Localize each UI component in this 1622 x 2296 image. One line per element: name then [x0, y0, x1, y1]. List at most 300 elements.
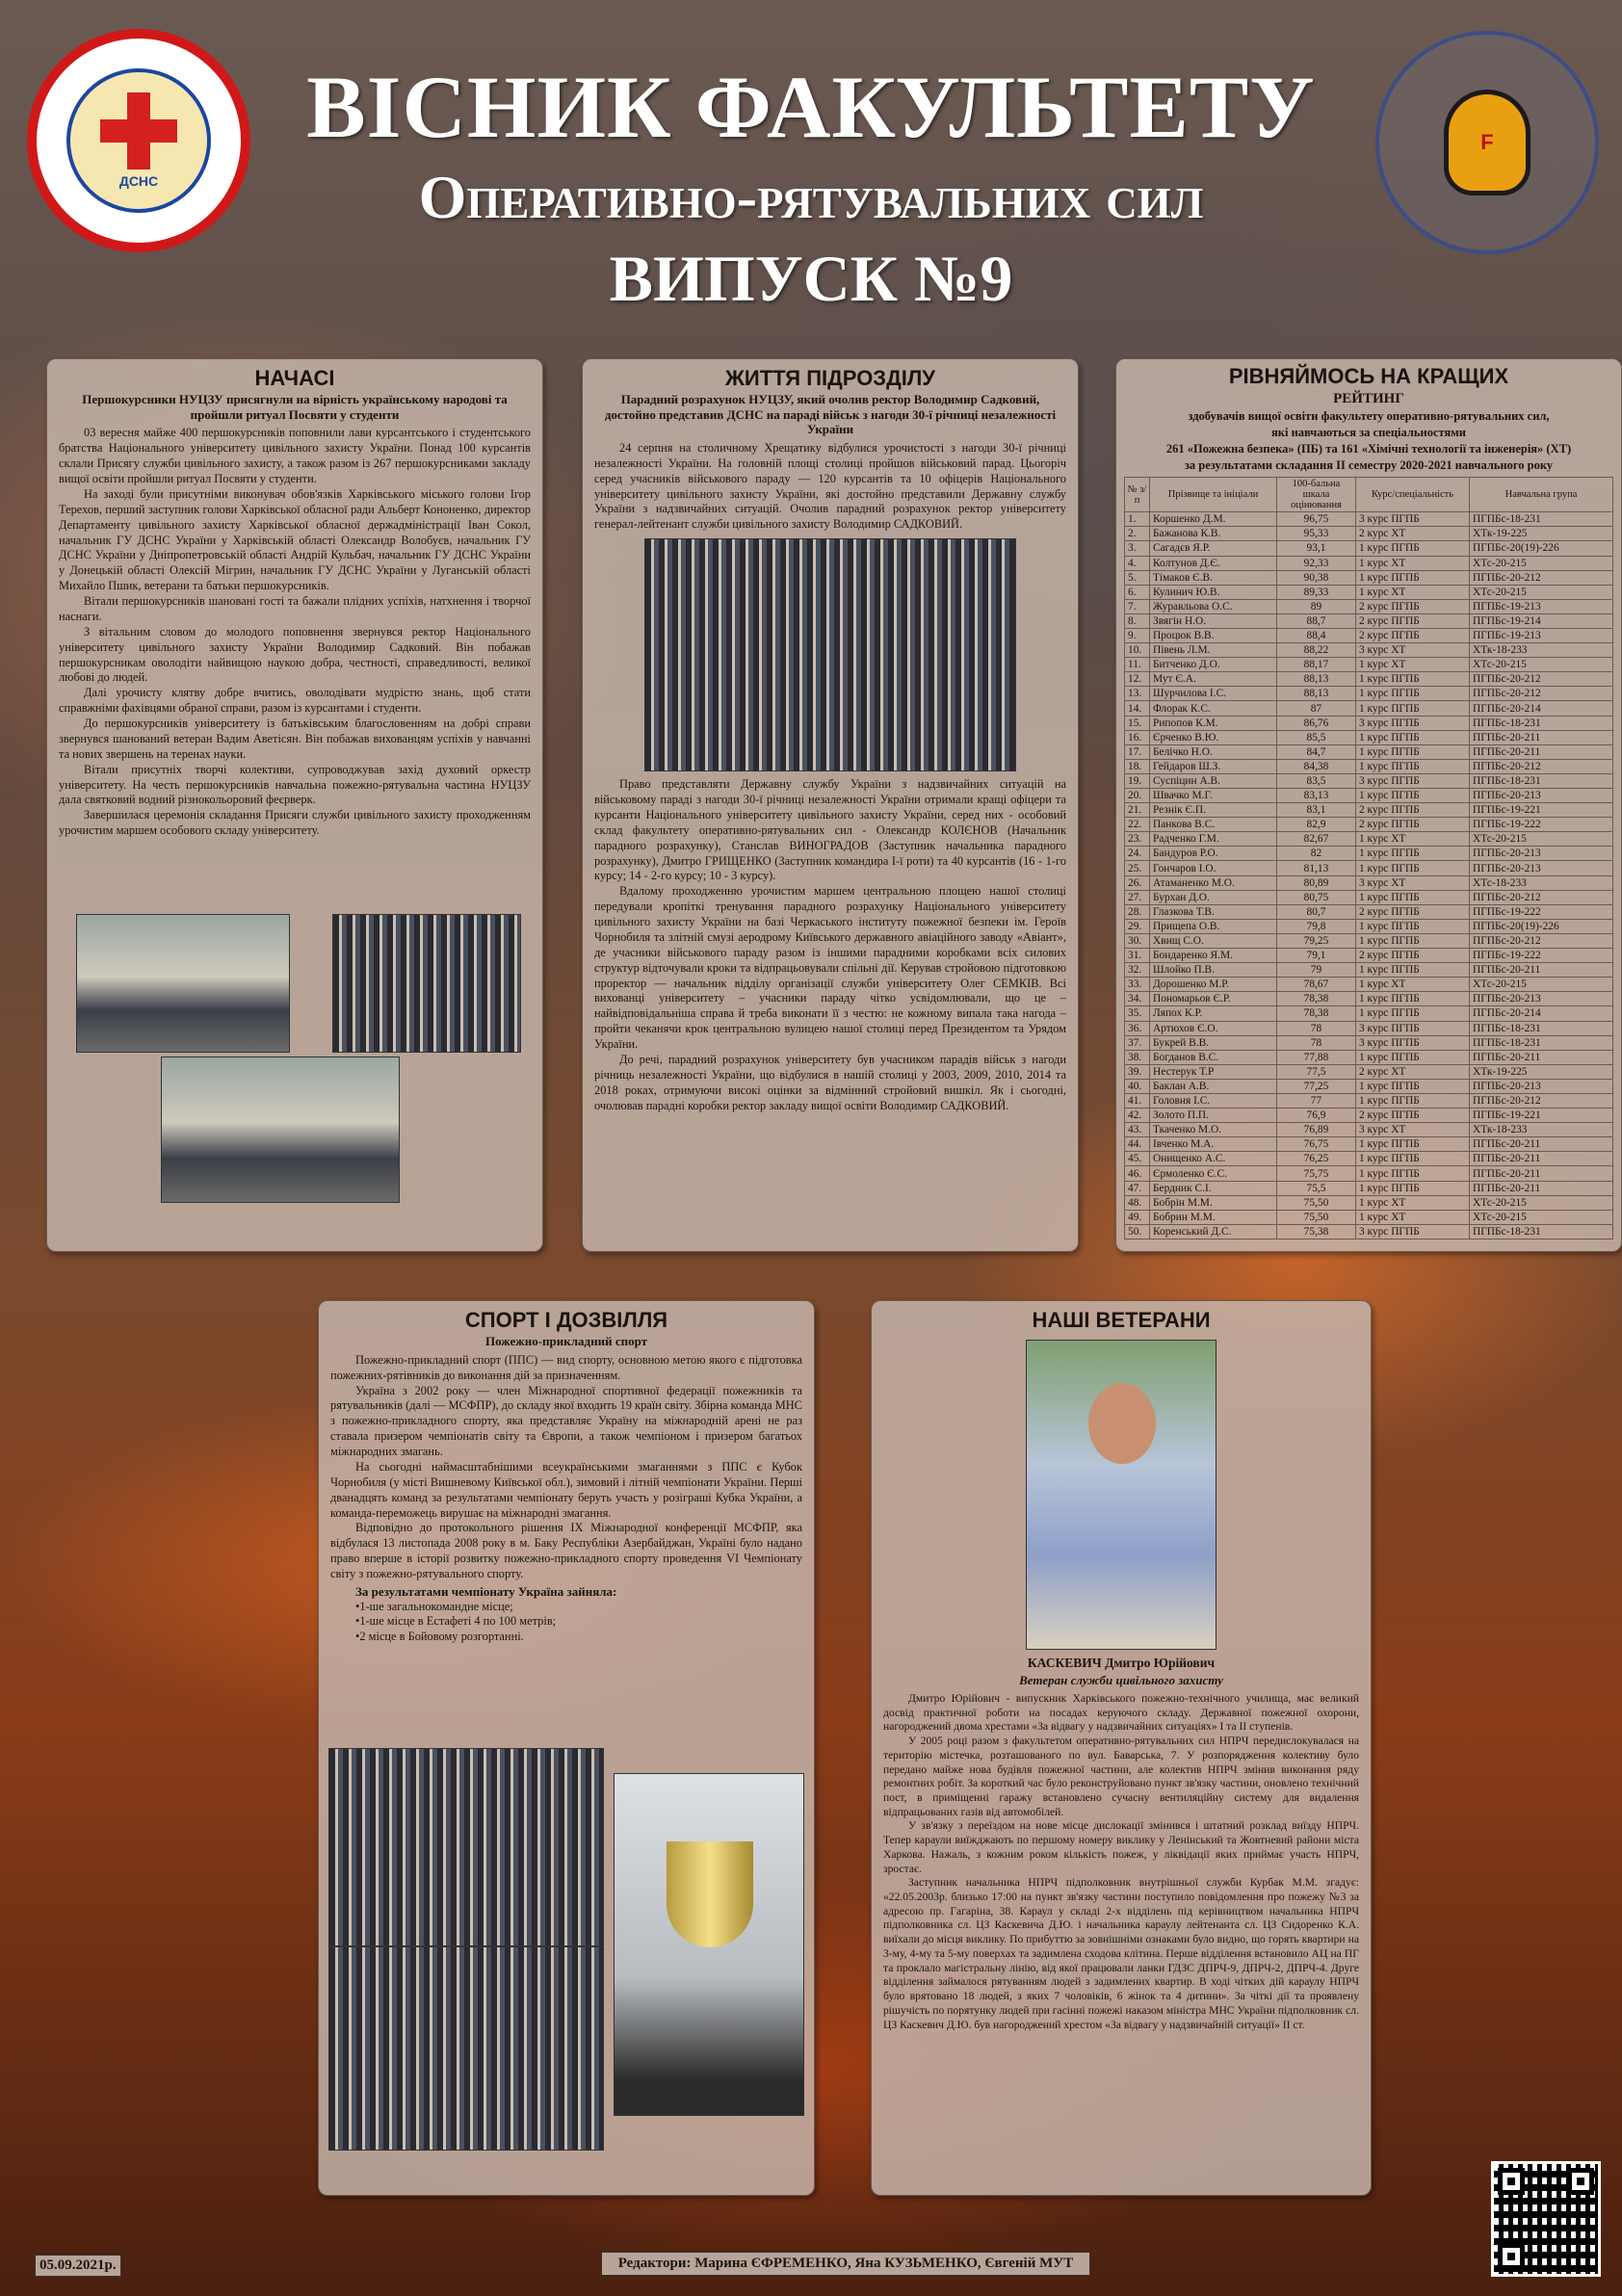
unit-life-para1: 24 серпня на столичному Хрещатику відбулися урочистості з нагоди 30-ї річниці незалежності України. На головній площі столиці пройшов військовий парад. Цьогоріч серед учасників військового параду — 120 курсантів та 10 офіцерів Національного університету цивільного захисту України, які достойно представили Державну службу України з надзвичайних ситуацій. Очолив парадний розрахунок ректор університету генерал-лейтенант служби цивільного захисту Володимир САДКОВИЙ. [594, 440, 1066, 532]
cell-score: 79 [1277, 963, 1356, 978]
cell-group: ПГПБс-20(19)-226 [1470, 919, 1613, 933]
cell-group: ПГПБс-20-212 [1470, 933, 1613, 948]
cell-group: ПГПБс-18-231 [1470, 773, 1613, 788]
trophy-icon [667, 1841, 753, 1947]
cell-name: Нестерук Т.Р [1150, 1064, 1277, 1079]
table-row [1125, 773, 1613, 788]
cell-name: Шурчилова І.С. [1150, 687, 1277, 701]
cell-group: ПГПБс-19-222 [1470, 904, 1613, 919]
cell-name: Резнік Є.П. [1150, 803, 1277, 818]
table-row [1125, 527, 1613, 541]
paragraph: У 2005 році разом з факультетом оперативно-рятувальних сил НПРЧ передислокувалася на територію містечка, розташованого по вул. Баварська, 7. У розпорядження колективу було передано майже нова будівля пожежної частини, але колектив НПРЧ змінив виконання ряду ремонтних робіт. За короткий час було реконструйовано пункт зв'язку частини, оновлено технічний пост, в приміщенні гаражу встановлено сучасну вентиляційну систему для видалення відпрацьованих газів від автомобілей. [883, 1735, 1359, 1818]
cell-number: 22. [1125, 818, 1150, 832]
logo-badge-text: ДСНС [118, 173, 159, 189]
cell-course: 2 курс ПГПБ [1356, 1109, 1470, 1123]
cell-number: 47. [1125, 1181, 1150, 1195]
cell-course: 3 курс ПГПБ [1356, 773, 1470, 788]
cell-course: 2 курс ПГПБ [1356, 628, 1470, 642]
cell-score: 82 [1277, 847, 1356, 861]
cell-course: 1 курс ПГПБ [1356, 789, 1470, 803]
table-row [1125, 803, 1613, 818]
cell-group: ПГПБс-20-213 [1470, 1079, 1613, 1093]
col-score: 100-бальна шкала оцінювання [1277, 478, 1356, 512]
cell-number: 27. [1125, 890, 1150, 904]
table-row [1125, 744, 1613, 759]
table-row [1125, 701, 1613, 716]
photo-trophy-cup [614, 1773, 804, 2116]
paragraph: Заступник начальника НПРЧ підполковник внутрішньої служби Курбак М.М. згадує: «22.05.2003р. близько 17:00 на пункт зв'язку частини поступило повідомлення про пожежу №3 за адресою пр. Гагаріна, 38. Караул у складі 2-х відділень під керівництвом начальника НПРЧ підполковника сл. ЦЗ Каскевича Д.Ю. і начальника караулу лейтенанта сл. ЦЗ Сидоренко К.А. виїхали до місця виклику. По прибуттю за зовнішніми ознаками було видно, що горять квартири на 3-му, 4-му та 5-му поверхах та задимлена сходова клітина. Перше відділення встановило АЦ на ПГ та проклало магістральну лінію, від якої працювали ланки ГДЗС ДПРЧ-9, ДПРЧ-2, ДПРЧ-4. Друге відділення займалося рятуванням людей з задимлених квартир. В ході чітких дій караулу НПРЧ було врятовано 18 людей, з яких 7 чоловіків, 6 жінок та 4 дитини». За чіткі дії та проявлену рішучість по порятунку людей при гасінні пожежі наказом міністра МНС України підполковник сл. ЦЗ Каскевич Д.Ю. був нагороджений хрестом «За відвагу у надзвичайній ситуації» ІІ ст. [883, 1876, 1359, 2031]
cell-score: 75,38 [1277, 1224, 1356, 1239]
table-row [1125, 1166, 1613, 1181]
panel-rating-title: РІВНЯЙМОСЬ НА КРАЩИХ [1228, 364, 1509, 388]
cell-name: Кулинич Ю.В. [1150, 585, 1277, 599]
cell-name: Коршенко Д.М. [1150, 512, 1277, 527]
cell-name: Флорак К.С. [1150, 701, 1277, 716]
cell-name: Мут Є.А. [1150, 672, 1277, 687]
cell-name: Журавльова О.С. [1150, 599, 1277, 613]
table-row [1125, 1079, 1613, 1093]
paragraph: До першокурсників університету із батьківським благословенням на добрі справи звернувся шанований ветеран Вадим Аветісян. Він побажав вихованцям успіхів у навчанні та нових звершень на теренах науки. [59, 717, 531, 761]
faculty-logo [1375, 31, 1599, 254]
cell-name: Бурхан Д.О. [1150, 890, 1277, 904]
paragraph: 03 вересня майже 400 першокурсників поповнили лави курсантського і студентського братства Національного університету цивільного захисту України. Понад 100 курсантів склали Присягу служби цивільного захисту, а також разом із 267 першокурсниками закладу вищої освіти пройшли ритуал Посвяти у студенти. [59, 426, 531, 485]
cell-course: 1 курс ХТ [1356, 1210, 1470, 1224]
qr-code-icon[interactable] [1491, 2161, 1601, 2277]
cell-name: Тімаков Є.В. [1150, 570, 1277, 585]
table-row [1125, 1006, 1613, 1021]
cell-group: ХТс-20-215 [1470, 832, 1613, 847]
cell-number: 12. [1125, 672, 1150, 687]
cell-group: ПГПБс-19-221 [1470, 803, 1613, 818]
cell-score: 81,13 [1277, 861, 1356, 875]
cell-course: 1 курс ПГПБ [1356, 541, 1470, 556]
cell-score: 77,5 [1277, 1064, 1356, 1079]
photo-cadets-march [332, 914, 521, 1053]
cell-name: Дорошенко М.Р. [1150, 978, 1277, 992]
cell-score: 79,25 [1277, 933, 1356, 948]
cell-score: 75,50 [1277, 1195, 1356, 1210]
cell-course: 1 курс ПГПБ [1356, 1050, 1470, 1064]
table-row [1125, 628, 1613, 642]
cell-course: 3 курс ХТ [1356, 875, 1470, 890]
cell-score: 75,50 [1277, 1210, 1356, 1224]
cell-course: 1 курс ПГПБ [1356, 963, 1470, 978]
cell-number: 5. [1125, 570, 1150, 585]
cross-icon [100, 92, 177, 170]
cell-course: 1 курс ПГПБ [1356, 1181, 1470, 1195]
cell-score: 80,89 [1277, 875, 1356, 890]
veteran-name: КАСКЕВИЧ Дмитро Юрійович [1027, 1656, 1216, 1671]
cell-name: Гончаров І.О. [1150, 861, 1277, 875]
cell-score: 83,13 [1277, 789, 1356, 803]
paragraph: До речі, парадний розрахунок університету був учасником парадів військ з нагоди річниць незалежності України, що відбулися в нашій столиці у 2003, 2009, 2010, 2014 та 2018 роках, отримуючи високі оцінки за відмінний стройовий вишкіл. Як і сьогодні, очолював парадні коробки ректор закладу вищої освіти Володимир САДКОВИЙ. [594, 1052, 1066, 1112]
cell-score: 88,13 [1277, 687, 1356, 701]
cell-score: 77,25 [1277, 1079, 1356, 1093]
cell-course: 1 курс ХТ [1356, 832, 1470, 847]
cell-number: 20. [1125, 789, 1150, 803]
cell-group: ПГПБс-19-222 [1470, 949, 1613, 963]
cell-name: Шлойко П.В. [1150, 963, 1277, 978]
cell-group: ПГПБс-20-211 [1470, 963, 1613, 978]
table-row [1125, 949, 1613, 963]
cell-number: 33. [1125, 978, 1150, 992]
cell-course: 2 курс ХТ [1356, 1064, 1470, 1079]
cell-number: 17. [1125, 744, 1150, 759]
table-row [1125, 1123, 1613, 1137]
paragraph: Право представляти Державну службу України з надзвичайних ситуацій на військовому параді з нагоди 30-ї річниці незалежності України отримали кращі офіцери та курсанти Національного університету цивільного захисту України, серед них - особовий склад факультету оперативно-рятувальних сил - Олександр КОЛЄНОВ (Начальник парадного розрахунку), Станслав ВИНОГРАДОВ (Заступник начальника парадного розрахунку), Дмитро ГРИЩЕНКО (Заступник командира І-ї роти) та 40 курсантів (16 - 1-го курсу; 14 - 2-го курсу; 10 - 3 курсу). [594, 777, 1066, 883]
table-row [1125, 904, 1613, 919]
cell-score: 88,17 [1277, 658, 1356, 672]
photo-sport-team [328, 1748, 604, 1946]
table-row [1125, 599, 1613, 613]
cell-name: Суспіцин А.В. [1150, 773, 1277, 788]
cell-score: 82,67 [1277, 832, 1356, 847]
cell-number: 45. [1125, 1152, 1150, 1166]
cell-score: 75,5 [1277, 1181, 1356, 1195]
cell-course: 1 курс ПГПБ [1356, 687, 1470, 701]
table-row [1125, 1181, 1613, 1195]
cell-course: 3 курс ХТ [1356, 643, 1470, 658]
cell-number: 36. [1125, 1021, 1150, 1035]
col-group: Навчальна група [1470, 478, 1613, 512]
cell-group: ХТс-20-215 [1470, 585, 1613, 599]
cell-name: Головня І.С. [1150, 1093, 1277, 1108]
cell-score: 86,76 [1277, 716, 1356, 730]
cell-score: 90,38 [1277, 570, 1356, 585]
cell-course: 3 курс ХТ [1356, 1123, 1470, 1137]
cell-number: 25. [1125, 861, 1150, 875]
photo-parade [644, 538, 1016, 771]
fire-helmet-icon: F [1444, 90, 1530, 196]
qr-finder [1498, 2168, 1525, 2195]
cell-group: ПГПБс-20-213 [1470, 789, 1613, 803]
panel-unit-life-subtitle: Парадний розрахунок НУЦЗУ, який очолив ректор Володимир Садковий, достойно представив ДСНС на параді військ з нагоди 30-ї річниці незалежності України [604, 392, 1057, 437]
rating-desc2: які навчаються за спеціальностями [1271, 426, 1466, 440]
cell-number: 2. [1125, 527, 1150, 541]
rating-table [1124, 477, 1613, 1239]
cell-name: Швачко М.Г. [1150, 789, 1277, 803]
table-row [1125, 1195, 1613, 1210]
cell-group: ПГПБс-20-211 [1470, 1181, 1613, 1195]
cell-name: Рипопов К.М. [1150, 716, 1277, 730]
cell-group: ПГПБс-18-231 [1470, 512, 1613, 527]
paragraph: З вітальним словом до молодого поповнення звернувся ректор Національного університету цивільного захисту України Володимир Садковий. Він побажав першокурсникам оволодіти найвищою наукою добра, честності, справедливості, великої любові до людей. [59, 624, 531, 685]
table-row [1125, 1093, 1613, 1108]
cell-number: 1. [1125, 512, 1150, 527]
cell-score: 92,33 [1277, 556, 1356, 570]
sport-result-item: •2 місце в Бойовому розгортанні. [355, 1630, 524, 1644]
university-emblem [66, 68, 211, 213]
table-row [1125, 730, 1613, 744]
cell-course: 1 курс ХТ [1356, 585, 1470, 599]
cell-number: 46. [1125, 1166, 1150, 1181]
cell-group: ПГПБс-19-221 [1470, 1109, 1613, 1123]
unit-life-intro [594, 441, 1066, 533]
cell-course: 3 курс ПГПБ [1356, 1035, 1470, 1050]
col-name: Прізвище та ініціали [1150, 478, 1277, 512]
table-row [1125, 875, 1613, 890]
cell-group: ПГПБс-20-214 [1470, 701, 1613, 716]
table-row [1125, 1035, 1613, 1050]
cell-group: ХТс-20-215 [1470, 1195, 1613, 1210]
cell-course: 2 курс ПГПБ [1356, 818, 1470, 832]
cell-group: ПГПБс-20-214 [1470, 1006, 1613, 1021]
cell-number: 8. [1125, 613, 1150, 628]
issue-date: 05.09.2021р. [35, 2255, 121, 2277]
cell-course: 1 курс ПГПБ [1356, 890, 1470, 904]
cell-name: Радченко Г.М. [1150, 832, 1277, 847]
cell-group: ХТс-20-215 [1470, 978, 1613, 992]
veteran-text [883, 1692, 1359, 2032]
cell-score: 88,13 [1277, 672, 1356, 687]
cell-course: 1 курс ПГПБ [1356, 730, 1470, 744]
cell-score: 88,22 [1277, 643, 1356, 658]
cell-course: 1 курс ХТ [1356, 556, 1470, 570]
paragraph: Дмитро Юрійович - випускник Харківського пожежно-технічного училища, має великий досвід практичної роботи на посадах керуючого складу. Державної пожежної охорони, нагороджений двома хрестами «За відвагу у надзвичайних ситуаціях» І та ІІ ступенів. [883, 1691, 1359, 1734]
cell-name: Богданов В.С. [1150, 1050, 1277, 1064]
cell-course: 1 курс ПГПБ [1356, 570, 1470, 585]
paragraph: Україна з 2002 року — член Міжнародної спортивної федерації пожежників та рятувальників (далі — МСФПР), до складу якої входить 19 країн світу. Збірна команда МНС з пожежно-прикладного спорту, яка представляє Україну на міжнародній арені не раз ставала призером чемпіонатів світу та Європи, а також чемпіоном і призером багатьох міжнародних змагань. [330, 1383, 802, 1459]
cell-name: Колтунов Д.Є. [1150, 556, 1277, 570]
cell-name: Гейдаров Ш.З. [1150, 759, 1277, 773]
table-row [1125, 613, 1613, 628]
table-row [1125, 832, 1613, 847]
cell-name: Золото П.П. [1150, 1109, 1277, 1123]
paragraph: Вдалому проходженню урочистим маршем центральною площею нашої столиці передували кропіткі тренування парадного розрахунку Національного університету цивільного захисту України на базі Черкаського інституту пожежної безпеки ім. Героїв Чорнобиля та злітній смузі аеродрому Київського державного авіаційного заводу «Авіант», де учасники військового параду разом із іншими парадними коробками всіх силових структур відточували кроки та відпрацьовували спільні дії. Керував стройовою підготовкою проректор — начальник відділу організації служби університету Олег СЕМКІВ. Всі вихованці університету – учасники параду чітко усвідомлювали, що це – найвідповідальніша справа й треба виконати її з честю: не кожному випала така нагода – пройти чеканячи крок центральною вулицею нашої столиці перед Президентом та Урядом України. [594, 884, 1066, 1052]
table-row [1125, 1224, 1613, 1239]
table-row [1125, 978, 1613, 992]
cell-course: 1 курс ПГПБ [1356, 861, 1470, 875]
panel-sport-subtitle: Пожежно-прикладний спорт [484, 1334, 648, 1349]
cell-name: Процюк В.В. [1150, 628, 1277, 642]
cell-number: 23. [1125, 832, 1150, 847]
cell-score: 77,88 [1277, 1050, 1356, 1064]
title-line2: Оперативно-рятувальних сил [418, 163, 1204, 231]
cell-group: ПГПБс-20-213 [1470, 861, 1613, 875]
cell-group: ХТс-18-233 [1470, 875, 1613, 890]
cell-score: 78 [1277, 1021, 1356, 1035]
cell-name: Бобрин М.М. [1150, 1210, 1277, 1224]
panel-sport-title: СПОРТ І ДОЗВІЛЛЯ [464, 1308, 668, 1332]
table-row [1125, 818, 1613, 832]
cell-group: ПГПБс-19-214 [1470, 613, 1613, 628]
cell-group: ПГПБс-19-213 [1470, 628, 1613, 642]
cell-name: Ткаченко М.О. [1150, 1123, 1277, 1137]
cell-name: Белічко Н.О. [1150, 744, 1277, 759]
cell-score: 79,1 [1277, 949, 1356, 963]
cell-number: 4. [1125, 556, 1150, 570]
cell-number: 14. [1125, 701, 1150, 716]
paragraph: На сьогодні наймасштабнішими всеукраїнськими змаганнями з ППС є Кубок Чорнобиля (у місті Вишневому Київської обл.), зимовий і літній чемпіонати України. Перші дванадцять команд за результатами чемпіонату беруть участь у розіграші Кубка України, а команда-переможець вирушає на міжнародні змагання. [330, 1459, 802, 1520]
cell-name: Єрмоленко Є.С. [1150, 1166, 1277, 1181]
cell-name: Бажанова К.В. [1150, 527, 1277, 541]
cell-score: 78,67 [1277, 978, 1356, 992]
cell-score: 88,7 [1277, 613, 1356, 628]
cell-group: ХТс-20-215 [1470, 556, 1613, 570]
cell-group: ПГПБс-18-231 [1470, 1021, 1613, 1035]
cell-number: 31. [1125, 949, 1150, 963]
cell-score: 78,38 [1277, 1006, 1356, 1021]
cell-score: 84,38 [1277, 759, 1356, 773]
cell-name: Баклан А.В. [1150, 1079, 1277, 1093]
paragraph: Вітали першокурсників шановані гості та бажали плідних успіхів, натхнення і творчої наснаги. [59, 594, 531, 623]
cell-number: 24. [1125, 847, 1150, 861]
cell-group: ПГПБс-20-211 [1470, 1166, 1613, 1181]
table-row [1125, 847, 1613, 861]
cell-score: 76,75 [1277, 1137, 1356, 1152]
cell-score: 84,7 [1277, 744, 1356, 759]
sport-results-list [355, 1600, 802, 1646]
paragraph: Пожежно-прикладний спорт (ППС) — вид спорту, основною метою якого є підготовка пожежних-рятівників до виконання дій за призначенням. [330, 1352, 802, 1382]
panel-veterans-title: НАШІ ВЕТЕРАНИ [1032, 1308, 1211, 1332]
cell-group: ПГПБс-19-222 [1470, 818, 1613, 832]
cell-number: 40. [1125, 1079, 1150, 1093]
cell-course: 1 курс ХТ [1356, 658, 1470, 672]
cell-number: 26. [1125, 875, 1150, 890]
cell-course: 1 курс ПГПБ [1356, 672, 1470, 687]
cell-group: ХТк-18-233 [1470, 643, 1613, 658]
cell-name: Панкова В.С. [1150, 818, 1277, 832]
cell-course: 2 курс ПГПБ [1356, 613, 1470, 628]
col-course: Курс/спеціальність [1356, 478, 1470, 512]
cell-group: ХТс-20-215 [1470, 658, 1613, 672]
cell-name: Пономарьов Є.Р. [1150, 992, 1277, 1006]
veteran-role: Ветеран служби цивільного захисту [1019, 1673, 1223, 1688]
cell-group: ПГПБс-20-212 [1470, 1093, 1613, 1108]
table-row [1125, 512, 1613, 527]
cell-group: ПГПБс-20-212 [1470, 759, 1613, 773]
cell-number: 34. [1125, 992, 1150, 1006]
cell-course: 1 курс ПГПБ [1356, 701, 1470, 716]
cell-score: 82,9 [1277, 818, 1356, 832]
table-row [1125, 716, 1613, 730]
table-row [1125, 658, 1613, 672]
cell-name: Єрченко В.Ю. [1150, 730, 1277, 744]
cell-group: ХТс-20-215 [1470, 1210, 1613, 1224]
cell-course: 2 курс ПГПБ [1356, 599, 1470, 613]
table-row [1125, 1152, 1613, 1166]
cell-name: Ляпох К.Р. [1150, 1006, 1277, 1021]
cell-number: 48. [1125, 1195, 1150, 1210]
cell-group: ХТк-19-225 [1470, 1064, 1613, 1079]
cell-number: 44. [1125, 1137, 1150, 1152]
table-row [1125, 933, 1613, 948]
table-row [1125, 585, 1613, 599]
table-row [1125, 1137, 1613, 1152]
rating-desc3: 261 «Пожежна безпека» (ПБ) та 161 «Хімічні технології та інженерія» (ХТ) [1165, 442, 1572, 457]
table-row [1125, 687, 1613, 701]
panel-news-text [59, 426, 531, 839]
cell-group: ПГПБс-20-212 [1470, 570, 1613, 585]
portrait-face [1088, 1383, 1156, 1464]
cell-course: 1 курс ПГПБ [1356, 1093, 1470, 1108]
cell-course: 1 курс ПГПБ [1356, 1166, 1470, 1181]
rating-desc4: за результатами складання II семестру 2020-2021 навчального року [1184, 458, 1554, 473]
table-row [1125, 992, 1613, 1006]
cell-name: Онищенко А.С. [1150, 1152, 1277, 1166]
rating-subtitle: РЕЙТИНГ [1333, 391, 1404, 407]
cell-course: 1 курс ХТ [1356, 978, 1470, 992]
cell-score: 83,5 [1277, 773, 1356, 788]
cell-number: 37. [1125, 1035, 1150, 1050]
cell-score: 76,25 [1277, 1152, 1356, 1166]
table-row [1125, 672, 1613, 687]
cell-score: 85,5 [1277, 730, 1356, 744]
panel-sport [318, 1300, 815, 2196]
cell-number: 35. [1125, 1006, 1150, 1021]
photo-sport-parade [328, 1946, 604, 2151]
cell-group: ПГПБс-20-213 [1470, 847, 1613, 861]
table-row [1125, 919, 1613, 933]
cell-score: 78 [1277, 1035, 1356, 1050]
cell-number: 13. [1125, 687, 1150, 701]
panel-veterans [871, 1300, 1372, 2196]
table-row [1125, 1064, 1613, 1079]
paragraph: На заході були присутніми виконувач обов'язків Харківського міського голови Ігор Терехов, перший заступник голови Харківської обласної ради Альберт Кононенко, директор Департаменту цивільного захисту Харківської обласної держадміністрації Іван Сокол, начальник ГУ ДСНС України у Харківській області Олександр Волобуєв, начальник ГУ ДСНС України у Дніпропетровській області Андрій Кульбач, начальник ГУ ДСНС України у Донецькій області Олексій Мігрин, начальник ГУ ДСНС України у Луганській області Михайло Пшик, ветерани та батьки першокурсників. [59, 486, 531, 593]
cell-group: ПГПБс-18-231 [1470, 1224, 1613, 1239]
table-row [1125, 570, 1613, 585]
table-row [1125, 759, 1613, 773]
cell-number: 30. [1125, 933, 1150, 948]
cell-course: 1 курс ПГПБ [1356, 1006, 1470, 1021]
panel-unit-life-title: ЖИТТЯ ПІДРОЗДІЛУ [725, 366, 935, 390]
cell-number: 11. [1125, 658, 1150, 672]
panel-news-title: НАЧАСІ [254, 366, 335, 390]
cell-score: 83,1 [1277, 803, 1356, 818]
university-logo [27, 29, 250, 252]
cell-score: 78,38 [1277, 992, 1356, 1006]
cell-course: 3 курс ПГПБ [1356, 1021, 1470, 1035]
cell-score: 76,89 [1277, 1123, 1356, 1137]
cell-course: 2 курс ХТ [1356, 527, 1470, 541]
cell-score: 96,75 [1277, 512, 1356, 527]
veteran-portrait [1026, 1340, 1216, 1650]
cell-number: 3. [1125, 541, 1150, 556]
cell-number: 19. [1125, 773, 1150, 788]
cell-name: Атаманенко М.О. [1150, 875, 1277, 890]
cell-score: 75,75 [1277, 1166, 1356, 1181]
cell-number: 7. [1125, 599, 1150, 613]
cell-number: 16. [1125, 730, 1150, 744]
cell-score: 79,8 [1277, 919, 1356, 933]
panel-unit-life [582, 358, 1079, 1252]
cell-number: 9. [1125, 628, 1150, 642]
table-row [1125, 861, 1613, 875]
cell-number: 29. [1125, 919, 1150, 933]
table-row [1125, 963, 1613, 978]
cell-course: 3 курс ПГПБ [1356, 512, 1470, 527]
unit-life-text [594, 777, 1066, 1113]
cell-name: Івченко М.А. [1150, 1137, 1277, 1152]
paragraph: У зв'язку з переїздом на нове місце дислокації змінився і штатний розклад виїзду НПРЧ. Тепер караули виїжджають по першому номеру виклику у Ленінський та Жовтневий райони міста Харкова. Нажаль, з кожним роком кількість пожеж, у ліквідації яких приймає участь НПРЧ, зростає. [883, 1819, 1359, 1875]
cell-name: Глазкова Т.В. [1150, 904, 1277, 919]
cell-number: 38. [1125, 1050, 1150, 1064]
cell-number: 28. [1125, 904, 1150, 919]
cell-score: 95,33 [1277, 527, 1356, 541]
sport-result-item: •1-ше місце в Естафеті 4 по 100 метрів; [355, 1614, 557, 1629]
table-row [1125, 1109, 1613, 1123]
table-row [1125, 541, 1613, 556]
sport-text [330, 1353, 802, 1582]
cell-group: ХТк-19-225 [1470, 527, 1613, 541]
cell-group: ПГПБс-20(19)-226 [1470, 541, 1613, 556]
cell-name: Бердник С.І. [1150, 1181, 1277, 1195]
cell-number: 41. [1125, 1093, 1150, 1108]
cell-number: 50. [1125, 1224, 1150, 1239]
cell-group: ПГПБс-18-231 [1470, 1035, 1613, 1050]
cell-course: 1 курс ПГПБ [1356, 847, 1470, 861]
cell-name: Бондаренко Я.М. [1150, 949, 1277, 963]
